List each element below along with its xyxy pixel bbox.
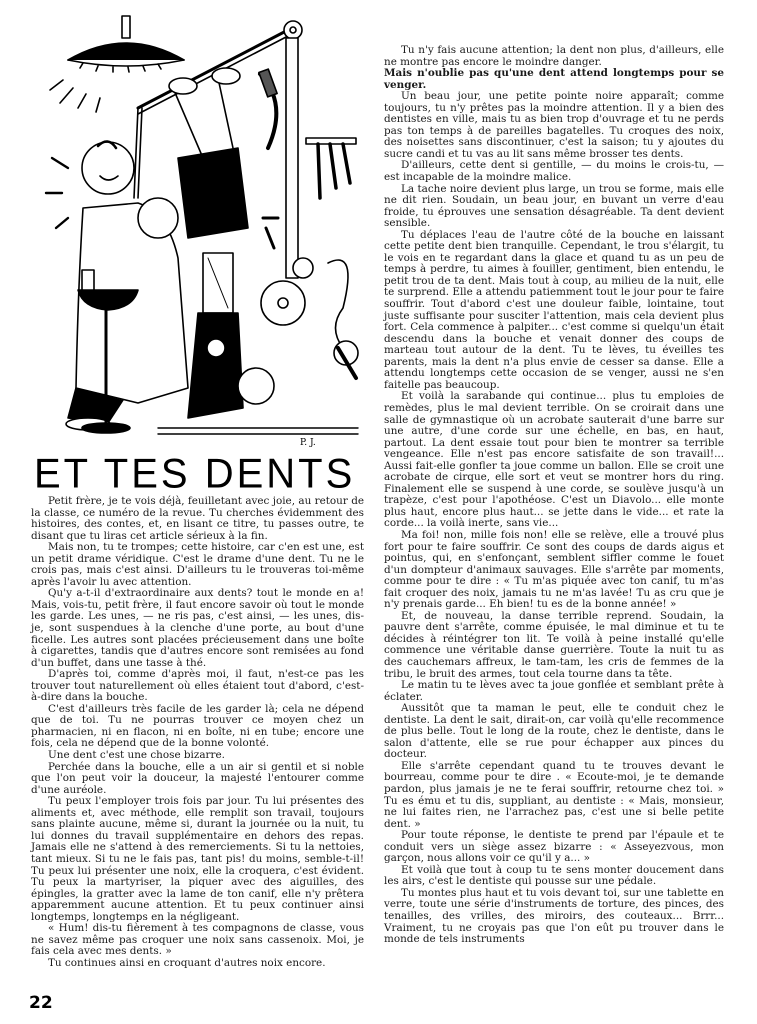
paragraph: La tache noire devient plus large, un trou se forme, mais elle ne dit rien. Soudain, un beau jour, en buvant un verre d'eau froide, tu éprouves une sensation désagréable. Ta dent devient sensible. bbox=[384, 182, 724, 230]
dentist-illustration bbox=[38, 8, 368, 448]
paragraph: Qu'y a-t-il d'extraordinaire aux dents? tout le monde en a! Mais, vois-tu, petit frère, il faut encore savoir où tout le monde les garde. Les unes, — ne ris pas, c'est ainsi, — les unes, dis-je, sont suspendues à la clenche d'une porte, au bout d'une ficelle. Les autres sont placées précieusement dans une boîte à cigarettes, tandis que d'autres encore sont remisées au fond d'un buffet, dans une tasse à thé. bbox=[31, 587, 364, 669]
paragraph: Elle s'arrête cependant quand tu te trouves devant le bourreau, comme pour te dire . « Ecoute-moi, je te demande pardon, plus jamais je ne te ferai souffrir, retourne chez toi. » Tu es ému et tu dis, suppliant, au dentiste : « Mais, monsieur, ne lui faites rien, ne l'arrachez pas, c'est une si belle petite dent. » bbox=[384, 759, 724, 830]
paragraph: Une dent c'est une chose bizarre. bbox=[48, 749, 225, 762]
paragraph: Ma foi! non, mille fois non! elle se relève, elle a trouvé plus fort pour te faire souffrir. Ce sont des coups de dards aigus et pointus, qui, en s'enfonçant, semblent siffler comme le fouet d'un dompteur d'animaux sauvages. Elle s'arrête par moments, comme pour te dire : « Tu m'as piquée avec ton canif, tu m'as fait croquer des noix, jamais tu ne m'as lavée! Tu as cru que je n'y prenais garde... Eh bien! tu es de la bonne année! » bbox=[384, 528, 724, 611]
paragraph: Tu n'y fais aucune attention; la dent non plus, d'ailleurs, elle ne montre pas encore le moindre danger. bbox=[384, 44, 724, 68]
left-column bbox=[31, 496, 364, 969]
paragraph: Perchée dans la bouche, elle a un air si gentil et si noble que l'on peut voir la douceur, la majesté l'entourer comme d'une auréole. bbox=[31, 760, 364, 796]
article-title: ET TES DENTS bbox=[34, 450, 356, 498]
paragraph: C'est d'ailleurs très facile de les garder là; cela ne dépend que de toi. Tu ne pourras trouver ce moyen chez un pharmacien, ni en flacon, ni en boîte, ni en tube; encore une fois, cela ne dépend que de la bonne volonté. bbox=[31, 702, 364, 750]
paragraph: D'ailleurs, cette dent si gentille, — du moins le crois-tu, — est incapable de la moindre malice. bbox=[384, 159, 724, 184]
paragraph: D'après toi, comme d'après moi, il faut, n'est-ce pas les trouver tout naturellement où elles étaient tout d'abord, c'est-à-dire dans la bouche. bbox=[31, 668, 364, 704]
paragraph-emphasis: Mais n'oublie pas qu'une dent attend longtemps pour se venger. bbox=[384, 67, 724, 91]
paragraph: Tu continues ainsi en croquant d'autres noix encore. bbox=[48, 956, 326, 969]
paragraph: « Hum! dis-tu fièrement à tes compagnons de classe, vous ne savez même pas croquer une noix sans cassenoix. Moi, je fais cela avec mes dents. » bbox=[31, 922, 364, 958]
illustration-signature: P. J. bbox=[300, 438, 316, 448]
paragraph: Petit frère, je te vois déjà, feuilletant avec joie, au retour de la classe, ce numéro de la revue. Tu cherches évidemment des histoires, des contes, et, en lisant ce titre, tu passes outre, te disant que tu liras cet article sérieux à la fin. bbox=[31, 495, 364, 542]
page-number: 22 bbox=[29, 993, 53, 1013]
paragraph: Aussitôt que ta maman le peut, elle te conduit chez le dentiste. La dent le sait, dirait-on, car voilà qu'elle recommence de plus belle. Tout le long de la route, chez le dentiste, dans le salon d'attente, elle se rue pour échapper aux pinces du docteur. bbox=[384, 702, 724, 761]
paragraph: Mais non, tu te trompes; cette histoire, car c'en est une, est un petit drame véridique. C'est le drame d'une dent. Tu ne le crois pas, mais c'est ainsi. D'ailleurs tu le trouveras toi-même après l'avoir lu avec attention. bbox=[31, 541, 364, 588]
paragraph: Et, de nouveau, la danse terrible reprend. Soudain, la pauvre dent s'arrête, comme épuisée, le mal diminue et tu te décides à réintégrer ton lit. Te voilà à peine installé qu'elle commence une véritable danse guerrière. Toute la nuit tu as des cauchemars affreux, le tam-tam, les cris de femmes de la tribu, le bruit des armes, tout cela tourne dans ta tête. bbox=[384, 609, 724, 680]
lamp-icon bbox=[50, 16, 184, 112]
paragraph: Et voilà que tout à coup tu te sens monter doucement dans les airs, c'est le dentiste qui pousse sur une pédale. bbox=[384, 863, 724, 888]
paragraph: Un beau jour, une petite pointe noire apparaît; comme toujours, tu n'y prêtes pas la moindre attention. Il y a bien des dentistes en ville, mais tu as bien trop d'ouvrage et tu ne perds pas ton temps à de pareilles bagatelles. Tu croques des noix, des noisettes sans discontinuer, c'est la saison; tu y ajoutes du sucre candi et tu vas au lit sans même brosser tes dents. bbox=[384, 90, 724, 160]
right-column bbox=[384, 45, 724, 946]
paragraph: Le matin tu te lèves avec ta joue gonflée et semblant prête à éclater. bbox=[384, 679, 724, 703]
paragraph: Tu peux l'employer trois fois par jour. Tu lui présentes des aliments et, avec méthode, elle remplit son travail, toujours sans plainte aucune, même si, durant la journée ou la nuit, tu lui donnes du travail supplémentaire en dehors des repas. Jamais elle ne s'attend à des remerciements. Si tu la nettoies, tant mieux. Si tu ne le fais pas, tant pis! du moins, semble-t-il! Tu peux lui présenter une noix, elle la croquera, c'est évident. Tu peux la martyriser, la piquer avec des aiguilles, des épingles, la gratter avec la lame de ton canif, elle n'y prêtera apparemment aucune attention. Et tu peux continuer ainsi longtemps, longtemps en la négligeant. bbox=[31, 795, 364, 923]
paragraph: Pour toute réponse, le dentiste te prend par l'épaule et te conduit vers un siège assez bizarre : « Asseyezvous, mon garçon, nous allons voir ce qu'il y a... » bbox=[384, 829, 724, 865]
paragraph: Tu déplaces l'eau de l'autre côté de la bouche en laissant cette petite dent bien tranquille. Cependant, le trou s'élargit, tu le vois en te regardant dans la glace et quand tu as un peu de temps à perdre, tu aimes à fouiller, gentiment, bien entendu, le petit trou de ta dent. Mais tout à coup, au milieu de la nuit, elle te surprend. Elle a attendu patiemment tout le jour pour te faire souffrir. Tout d'abord c'est une douleur faible, lointaine, tout juste suffisante pour susciter l'attention, mais cela devient plus fort. Cela commence à palpiter... c'est comme si quelqu'un était descendu dans la bouche et venait donner des coups de marteau tout autour de la dent. Tu te lèves, tu éveilles tes parents, mais la dent n'a plus envie de cesser sa danse. Elle a attendu longtemps cette occasion de se venger, aussi ne s'en faitelle pas beaucoup. bbox=[384, 228, 724, 391]
paragraph: Tu montes plus haut et tu vois devant toi, sur une tablette en verre, toute une série d'instruments de torture, des pinces, des tenailles, des vrilles, des miroirs, des couteaux... Brrr... Vraiment, tu ne croyais pas que l'on eût pu trouver dans le monde de tels instruments bbox=[384, 886, 724, 946]
paragraph: Et voilà la sarabande qui continue... plus tu emploies de remèdes, plus le mal devient terrible. On se croirait dans une salle de gymnastique où un acrobate sauterait d'une barre sur une autre, d'une corde sur une échelle, en bas, en haut, partout. La dent essaie tout pour bien te montrer sa terrible vengeance. Elle n'est pas encore satisfaite de son travail!... Aussi fait-elle gonfler ta joue comme un ballon. Elle se croit une acrobate de cirque, elle sort et veut se montrer hors du ring. Finalement elle se suspend à une corde, se soulève jusqu'à un trapèze, c'est pour l'apothéose. C'est un Diavolo... elle monte plus haut, encore plus haut... se jette dans le vide... et rate la corde... la voilà inerte, sans vie... bbox=[384, 390, 724, 530]
